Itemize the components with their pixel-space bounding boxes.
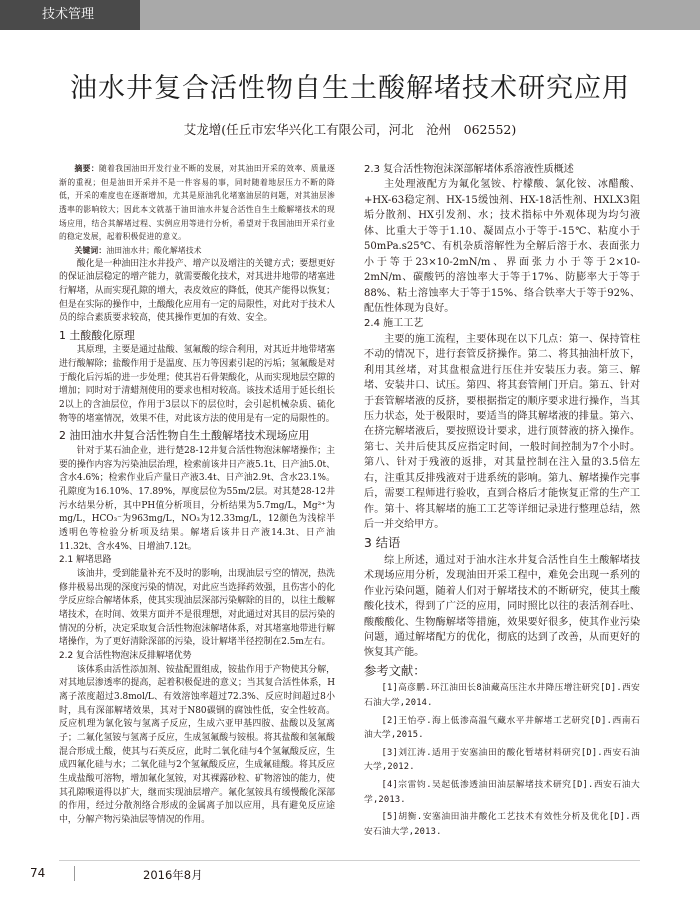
section-2-4-body: 主要的施工流程，主要体现在以下几点：第一、保持管柱不动的情况下，进行套管反挤操作。第二、将其抽油杆放下，利用其丝堵，对其盘根盒进行压住并安装压力表。第三、解堵、安装井口、试压。第四、将其套管闸门开启。第五、针对于套管解堵液的反挤，要根据指定的顺序要求进行操作，当其压力状态，处于极限时，要适当的降其解堵液的排量。第六、在挤完解堵液后，要按照设计要求，进行顶替液的挤入操作。第七、关井后使其反应指定时间，一般时间控制为7个小时。第八、针对于残液的返排，对其量控制在注入量的3.5倍左右，注重其反排残液对于进系统的影响。第九、解堵操作完事后，需要工程师进行验收，直到合格后才能恢复正常的生产工作。第十、将其解堵的施工工艺等详细记录进行整理总结，然后一并交给甲方。 — [364, 333, 640, 531]
keywords-text: 油田油水井；酸化解堵技术 — [106, 246, 202, 256]
section-2-1-body: 该油井，受到能量补充不及时的影响，出现油层亏空的情况，热洗修井极易出现的深度污染的情况，对此应当选择药效强，且伤害小的化学反应综合解堵体系，使其实现油层深部污染解除的目的，以往土酸解堵技术，在时间、效果方面并不是很理想，对此通过对其目的层污染的情况的分析，决定采取复合活性物泡沫解堵体系，对其堵塞地带进行解堵操作，为了更好清除深部的污染，设计解堵半径控制在2.5m左右。 — [59, 568, 335, 648]
heading-3: 3 结语 — [364, 535, 401, 550]
reference-item: [1]高彦鹏.环江油田长8油藏高压注水井降压增注研究[D].西安石油大学,2014. — [364, 683, 640, 708]
section-1-body: 其原理，主要是通过盐酸、氢氟酸的综合利用，对其近井地带堵塞进行酸解除；盐酸作用于是温度、压力等因素引起的污垢；氢氟酸是对于酸化后污垢的进一步处理；使其岩石骨架酸化，从而实现地层空隙的增加；同时对于清蜡剂使用的要求也相对较高。该技术适用于延长组长2以上的含油层位，作用于3层以下的层位时，会引起机械杂质、硫化物等的堵塞情况，效果不佳，对此该方法的使用是有一定的局限性的。 — [59, 345, 335, 424]
abstract-text: 随着我国油田开发行业不断的发展，对其油田开采的效率、质量逐渐的重视；但是油田开采并不是一件容易的事，同时随着地层压力不断的降低，开采的难度也在逐渐增加，尤其是原油乳化堵塞油层的问题，对其油层渗透率的影响较大；因此本文就基于油田油水井复合活性自生土酸解堵技术的现场应用，结合其解堵过程、实例应用等进行分析，希望对于我国油田开采行业的稳定发展，起着积极促进的意义。 — [59, 164, 335, 242]
issue-date: 2016年8月 — [143, 868, 203, 882]
keywords — [59, 244, 335, 258]
section-2-body: 针对于某石油企业，进行楚28-12井复合活性物泡沫解堵操作；主要的操作内容为污染油层治理，检索前该井日产液5.1t、日产油5.0t、含水4.6%；检索作业后产量日产液3.4t、日产油2.9t、含水23.1%。孔隙度为16.10%、17.89%，厚度层位为55m/2层。对其楚28-12井污水结果分析，其中PH值分析项目，分析结果为5.7mg/L，Mg²⁺为mg/L，HCO₃⁻为963mg/L，NO₃为12.33mg/L，12颜色为浅棕半透明色等检验分析项及结果。解堵后该井日产液14.3t、日产油11.32t、含水4%、日增油7.12t。 — [59, 445, 335, 552]
intro-paragraph: 酸化是一种油田注水井投产、增产以及增注的关键方式；要想更好的保证油层稳定的增产能力，就需要酸化技术，对其进井地带的堵塞进行解堵，从而实现孔隙的增大，表皮效应的降低，使其产能得以恢复；但是在实际的操作中，土酸酸化应用有一定的局限性，对此对于技术人员的综合素质要求较高，使其操作更加的有效、安全。 — [59, 258, 335, 324]
heading-2-1: 2.1 解堵思路 — [59, 555, 112, 566]
abstract-label: 摘要： — [74, 164, 99, 173]
abstract — [59, 162, 335, 244]
heading-2-3: 2.3 复合活性物泡沫深部解堵体系溶液性质概述 — [364, 164, 574, 175]
article-title: 油水井复合活性物自生土酸解堵技术研究应用 — [70, 73, 630, 104]
section-2-2-body: 该体系由活性添加剂、铵盐配置组成，铵盐作用于产物使其分解，对其地层渗透率的提高，起着积极促进的意义；当其复合活性体系，H离子浓度超过3.8mol/L、有效溶蚀率超过72.3%、反应时间超过8小时，具有深部解堵效果，其对于N80碳钢的腐蚀性低，安全性较高。反应机理为氯化铵与氢离子反应，生成六亚甲基四胺、盐酸以及氢离子；二氟化氢铵与氢离子反应，生成氢氟酸与铵根。将其盐酸和氢氟酸混合形成土酸，使其与石英反应，此时二氧化硅与4个氢氟酸反应，生成四氟化硅与水；二氧化硅与2个氢氟酸反应，生成氟硅酸。将其反应生成盐酸可溶物，增加氟化氢铵，对其裸露砂粒、矿物溶蚀的能力，使其孔隙喉道得以扩大，继而实现油层增产。氟化氢铵具有缓慢酸化深部的作用，经过分散剂络合形成的金属离子加以应用，具有避免反应途中，分解产物污染油层等情况的作用。 — [59, 664, 335, 825]
author-line: 艾龙增(任丘市宏华兴化工有限公司，河北 沧州 062552) — [183, 122, 517, 137]
right-column — [364, 162, 640, 842]
footer-separator — [74, 866, 75, 881]
heading-1: 1 土酸酸化原理 — [59, 329, 135, 343]
header-band — [0, 0, 700, 30]
heading-2: 2 油田油水井复合活性物自生土酸解堵技术现场应用 — [59, 429, 310, 443]
reference-item: [3]刘江涛.适用于安塞油田的酸化暂堵材料研究[D].西安石油大学,2012. — [364, 747, 640, 773]
section-2-3-body: 主处理液配方为氟化氢铵、柠檬酸、氯化铵、冰醋酸、+HX-63稳定剂、HX-15缓蚀剂、HX-18活性剂、HXLX3阻垢分散剂、HX引发剂、水；技术指标中外观体现为均匀液体、比重大于等于1.10、凝固点小于等于-15℃、粘度小于50mPa.s25℃、有机杂质溶解性为全解后溶于水、表面张力小于等于23×10-2mN/m、界面张力小于等于2×10-2mN/m、碳酸钙的溶蚀率大于等于17%、防膨率大于等于88%、粘土溶蚀率大于等于15%、络合铁率大于等于92%、配伍性体现为良好。 — [364, 179, 640, 314]
footer-divider — [59, 860, 640, 861]
references-heading: 参考文献： — [364, 663, 426, 678]
heading-2-4: 2.4 施工工艺 — [364, 318, 424, 330]
section-label: 技术管理 — [0, 0, 140, 30]
page-number: 74 — [30, 866, 46, 880]
reference-item: [2]王怡亭.海上低渗高温气藏水平井解堵工艺研究[D].西南石油大学,2015. — [364, 715, 640, 741]
heading-2-2: 2.2 复合活性物泡沫反排解堵优势 — [59, 650, 192, 661]
reference-item: [5]胡衡.安塞油田油井酸化工艺技术有效性分析及优化[D].西安石油大学,2013. — [364, 812, 640, 837]
keywords-label: 关键词： — [74, 246, 107, 256]
section-3-body: 综上所述，通过对于油水注水井复合活性自生土酸解堵技术现场应用分析，发现油田开采工程中，难免会出现一系列的作业污染问题，随着人们对于解堵技术的不断研究，使其土酸酸化技术，得到了广泛的应用，同时照比以往的表活剂吞吐、酸酸酸化、生物酶解堵等措施，效果要好很多，使其作业污染问题，通过解堵配方的优化，彻底的达到了改善，从而更好的恢复其产能。 — [364, 554, 640, 659]
left-column — [59, 162, 335, 828]
reference-item: [4]宗雷钧.吴起低渗透油田油层解堵技术研究[D].西安石油大学,2013. — [364, 779, 640, 805]
